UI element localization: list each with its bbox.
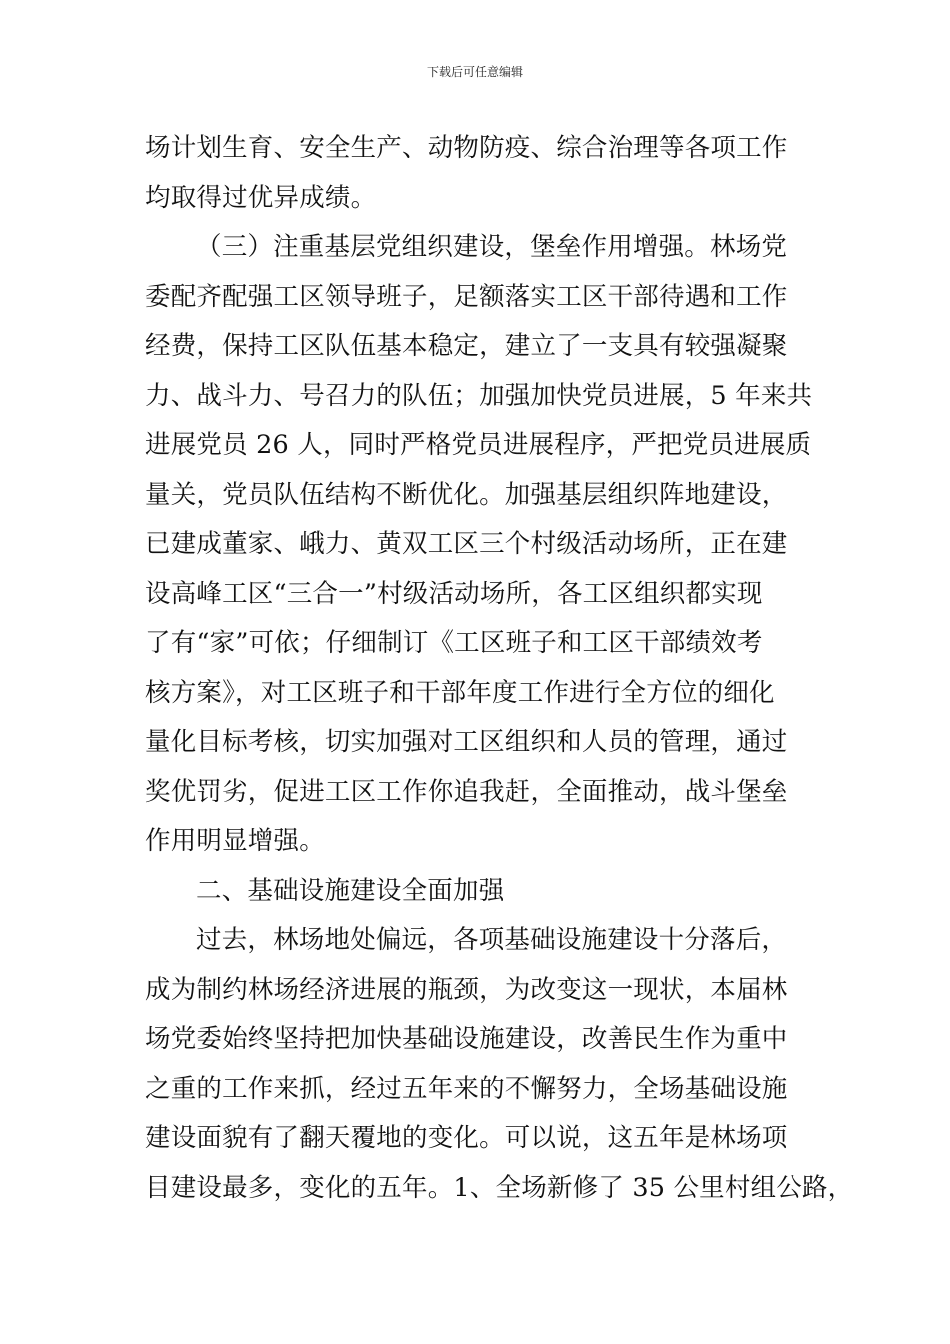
text-line: （三）注重基层党组织建设，堡垒作用增强。林场党	[196, 232, 788, 262]
text-line: 过去，林场地处偏远，各项基础设施建设十分落后，	[196, 925, 788, 955]
text-line: 成为制约林场经济进展的瓶颈，为改变这一现状，本届林	[145, 974, 788, 1005]
text-line: 场计划生育、安全生产、动物防疫、综合治理等各项工作	[145, 133, 788, 163]
text-line: 量化目标考核，切实加强对工区组织和人员的管理，通过	[145, 727, 788, 757]
text-line: 场党委始终坚持把加快基础设施建设，改善民生作为重中	[145, 1024, 788, 1054]
text-line: 目建设最多，变化的五年。1、全场新修了 35 公里村组公路，	[145, 1172, 854, 1203]
document-body	[145, 124, 854, 1213]
text-line: 了有“家”可依；仔细制订《工区班子和工区干部绩效考	[145, 628, 763, 658]
text-line: 量关，党员队伍结构不断优化。加强基层组织阵地建设，	[145, 479, 788, 510]
text-line: 奖优罚劣，促进工区工作你追我赶，全面推动，战斗堡垒	[145, 776, 788, 807]
page-header: 下载后可任意编辑	[426, 65, 523, 79]
text-line: 均取得过优异成绩。	[145, 182, 377, 213]
text-line: 设高峰工区“三合一”村级活动场所，各工区组织都实现	[145, 578, 763, 609]
text-line: 核方案》，对工区班子和干部年度工作进行全方位的细化	[145, 677, 775, 708]
text-line: 委配齐配强工区领导班子，足额落实工区干部待遇和工作	[145, 281, 788, 312]
text-line: 力、战斗力、号召力的队伍；加强加快党员进展，5 年来共	[145, 380, 813, 411]
text-line: 之重的工作来抓，经过五年来的不懈努力，全场基础设施	[145, 1073, 788, 1104]
text-line: 已建成董家、峨力、黄双工区三个村级活动场所，正在建	[145, 529, 788, 559]
text-line: 进展党员 26 人，同时严格党员进展程序，严把党员进展质	[145, 430, 812, 460]
text-line: 经费，保持工区队伍基本稳定，建立了一支具有较强凝聚	[145, 331, 788, 361]
text-line: 作用明显增强。	[145, 826, 325, 856]
text-line: 建设面貌有了翻天覆地的变化。可以说，这五年是林场项	[145, 1123, 788, 1153]
text-line: 二、基础设施建设全面加强	[196, 875, 505, 906]
